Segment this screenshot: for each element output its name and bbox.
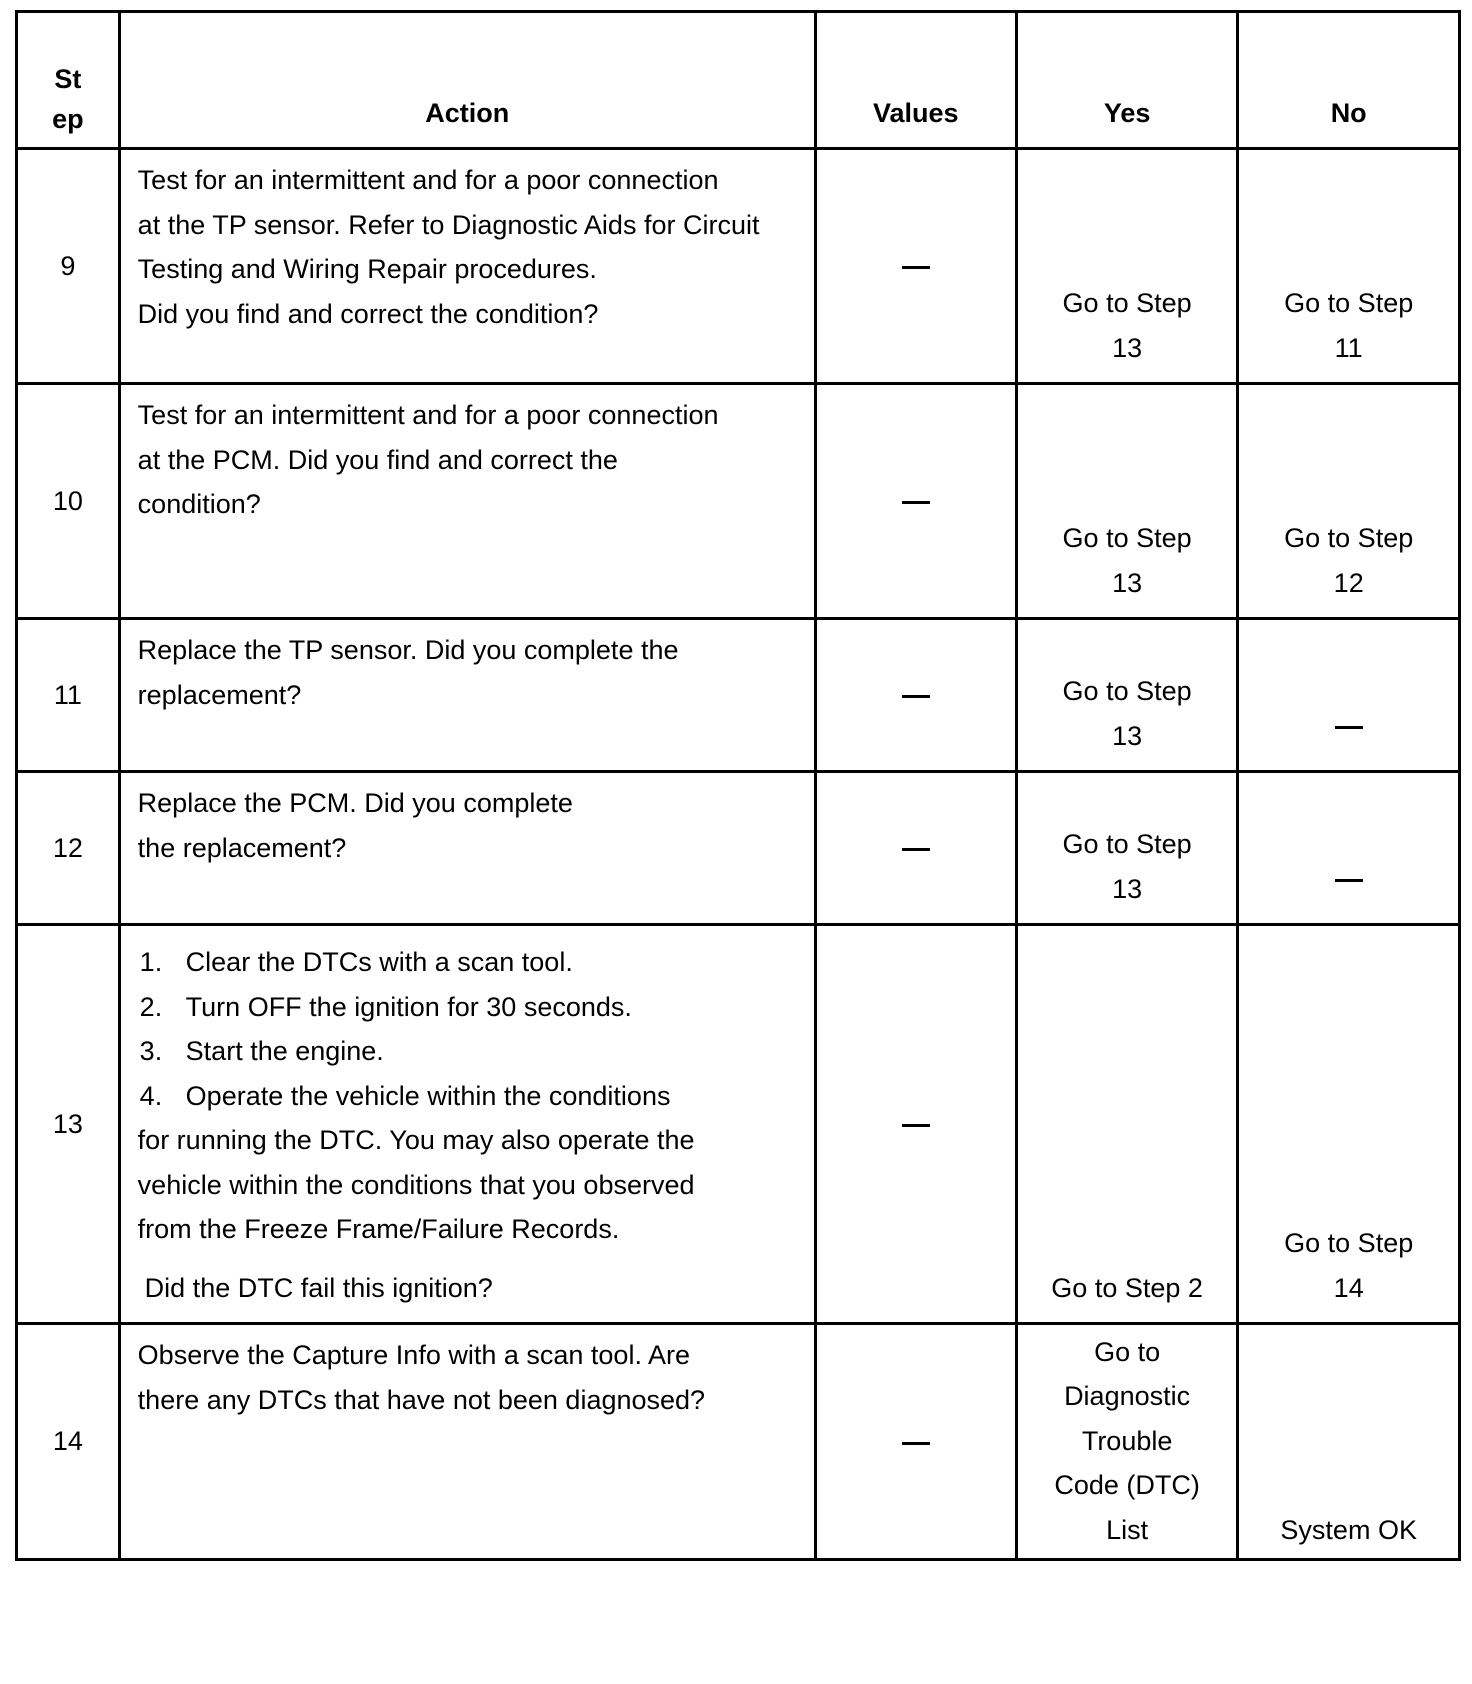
no-cell: Go to Step 12 bbox=[1238, 384, 1460, 619]
action-text: Replace the TP sensor. Did you complete the replacement? bbox=[119, 619, 815, 772]
step-number: 11 bbox=[17, 619, 120, 772]
dash-mark bbox=[902, 695, 930, 698]
step-number: 13 bbox=[17, 925, 120, 1324]
dash-mark bbox=[1335, 726, 1363, 729]
list-item: 3. Start the engine. bbox=[139, 1036, 384, 1066]
header-row bbox=[17, 12, 1460, 149]
step-number: 12 bbox=[17, 772, 120, 925]
yes-cell: Go to Step 13 bbox=[1016, 384, 1238, 619]
yes-cell: Go to Step 13 bbox=[1016, 619, 1238, 772]
dash-mark bbox=[902, 266, 930, 269]
header-action: Action bbox=[119, 12, 815, 149]
yes-cell: Go to Step 2 bbox=[1016, 925, 1238, 1324]
diagnostic-table bbox=[15, 10, 1461, 1561]
table-row bbox=[17, 149, 1460, 384]
header-values: Values bbox=[815, 12, 1016, 149]
action-text: Test for an intermittent and for a poor connection at the TP sensor. Refer to Diagnostic Aids for Circuit Testing and Wiring Repair procedures. Did you find and correct the condition? bbox=[119, 149, 815, 384]
table-row bbox=[17, 772, 1460, 925]
no-cell: System OK bbox=[1238, 1324, 1460, 1560]
no-cell: Go to Step 14 bbox=[1238, 925, 1460, 1324]
values-cell bbox=[815, 619, 1016, 772]
dash-mark bbox=[902, 501, 930, 504]
action-text: Test for an intermittent and for a poor connection at the PCM. Did you find and correct the condition? bbox=[119, 384, 815, 619]
action-text: Replace the PCM. Did you complete the replacement? bbox=[119, 772, 815, 925]
yes-cell: Go to Step 13 bbox=[1016, 772, 1238, 925]
yes-cell: Go to Step 13 bbox=[1016, 149, 1238, 384]
list-item: 2. Turn OFF the ignition for 30 seconds. bbox=[139, 991, 632, 1022]
step-number: 10 bbox=[17, 384, 120, 619]
table-row bbox=[17, 925, 1460, 1324]
values-cell bbox=[815, 1324, 1016, 1560]
table-row bbox=[17, 1324, 1460, 1560]
list-item: 1. Clear the DTCs with a scan tool. bbox=[139, 947, 573, 977]
no-cell: Go to Step 11 bbox=[1238, 149, 1460, 384]
values-cell bbox=[815, 384, 1016, 619]
header-no: No bbox=[1238, 12, 1460, 149]
dash-mark bbox=[902, 1124, 930, 1127]
action-text: 1. Clear the DTCs with a scan tool. 2. Turn OFF the ignition for 30 seconds. 3. Start the engine. 4. Operate the vehicle within the conditions for running the DTC. You may also operate the vehicle within the conditions that you observed from the Freeze Frame/Failure Records. Did the DTC fail this ignition? bbox=[119, 925, 815, 1324]
no-cell bbox=[1238, 619, 1460, 772]
header-step: St ep bbox=[17, 12, 120, 149]
dash-mark bbox=[1335, 879, 1363, 882]
values-cell bbox=[815, 925, 1016, 1324]
values-cell bbox=[815, 772, 1016, 925]
dash-mark bbox=[902, 848, 930, 851]
step-number: 14 bbox=[17, 1324, 120, 1560]
step-number: 9 bbox=[17, 149, 120, 384]
action-steps-list bbox=[138, 940, 800, 1118]
action-question: Did the DTC fail this ignition? bbox=[144, 1272, 493, 1303]
action-text: Observe the Capture Info with a scan tool. Are there any DTCs that have not been diagnosed? bbox=[119, 1324, 815, 1560]
table-row bbox=[17, 619, 1460, 772]
no-cell bbox=[1238, 772, 1460, 925]
table-row bbox=[17, 384, 1460, 619]
yes-cell: Go to Diagnostic Trouble Code (DTC) List bbox=[1016, 1324, 1238, 1560]
dash-mark bbox=[902, 1442, 930, 1445]
header-yes: Yes bbox=[1016, 12, 1238, 149]
values-cell bbox=[815, 149, 1016, 384]
list-item: 4. Operate the vehicle within the conditions bbox=[139, 1080, 671, 1111]
